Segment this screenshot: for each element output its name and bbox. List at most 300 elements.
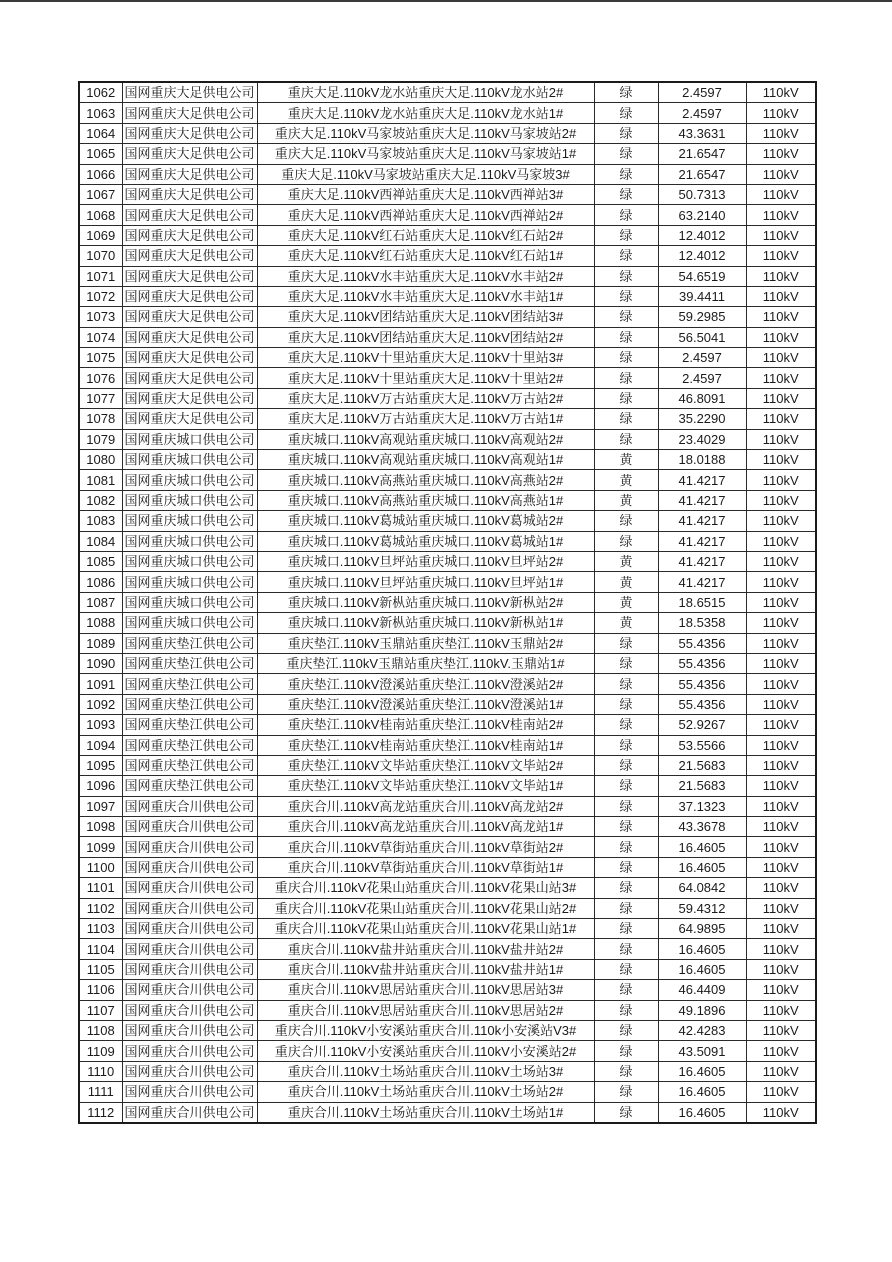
load-value-cell: 64.0842 (658, 878, 746, 898)
voltage-level-cell: 110kV (746, 123, 816, 143)
status-cell: 黄 (594, 592, 658, 612)
row-number-cell: 1099 (79, 837, 122, 857)
load-value-cell: 43.3678 (658, 817, 746, 837)
table-row (79, 1000, 816, 1020)
transformer-description-cell: 重庆城口.110kV高燕站重庆城口.110kV高燕站1# (257, 490, 594, 510)
row-number-cell: 1071 (79, 266, 122, 286)
row-number-cell: 1080 (79, 450, 122, 470)
table-row (79, 368, 816, 388)
row-number-cell: 1112 (79, 1102, 122, 1123)
load-value-cell: 42.4283 (658, 1020, 746, 1040)
row-number-cell: 1101 (79, 878, 122, 898)
status-cell: 绿 (594, 327, 658, 347)
company-cell: 国网重庆大足供电公司 (122, 123, 257, 143)
company-cell: 国网重庆合川供电公司 (122, 898, 257, 918)
transformer-description-cell: 重庆城口.110kV新枞站重庆城口.110kV新枞站1# (257, 613, 594, 633)
table-row (79, 82, 816, 103)
status-cell: 绿 (594, 82, 658, 103)
load-value-cell: 49.1896 (658, 1000, 746, 1020)
table-row (79, 205, 816, 225)
load-value-cell: 41.4217 (658, 511, 746, 531)
status-cell: 绿 (594, 144, 658, 164)
row-number-cell: 1111 (79, 1082, 122, 1102)
row-number-cell: 1089 (79, 633, 122, 653)
transformer-description-cell: 重庆合川.110kV土场站重庆合川.110kV土场站1# (257, 1102, 594, 1123)
row-number-cell: 1063 (79, 103, 122, 123)
row-number-cell: 1096 (79, 776, 122, 796)
status-cell: 绿 (594, 857, 658, 877)
company-cell: 国网重庆大足供电公司 (122, 327, 257, 347)
status-cell: 绿 (594, 511, 658, 531)
status-cell: 绿 (594, 1082, 658, 1102)
load-value-cell: 2.4597 (658, 82, 746, 103)
load-value-cell: 21.6547 (658, 144, 746, 164)
status-cell: 黄 (594, 572, 658, 592)
status-cell: 黄 (594, 613, 658, 633)
load-value-cell: 18.6515 (658, 592, 746, 612)
transformer-description-cell: 重庆大足.110kV十里站重庆大足.110kV十里站3# (257, 348, 594, 368)
table-row (79, 817, 816, 837)
table-row (79, 123, 816, 143)
company-cell: 国网重庆大足供电公司 (122, 184, 257, 204)
voltage-level-cell: 110kV (746, 898, 816, 918)
company-cell: 国网重庆城口供电公司 (122, 592, 257, 612)
load-value-cell: 39.4411 (658, 286, 746, 306)
row-number-cell: 1084 (79, 531, 122, 551)
status-cell: 绿 (594, 409, 658, 429)
load-value-cell: 35.2290 (658, 409, 746, 429)
transformer-description-cell: 重庆城口.110kV旦坪站重庆城口.110kV旦坪站1# (257, 572, 594, 592)
load-value-cell: 12.4012 (658, 225, 746, 245)
transformer-description-cell: 重庆大足.110kV马家坡站重庆大足.110kV马家坡站1# (257, 144, 594, 164)
voltage-level-cell: 110kV (746, 82, 816, 103)
voltage-level-cell: 110kV (746, 184, 816, 204)
row-number-cell: 1074 (79, 327, 122, 347)
company-cell: 国网重庆城口供电公司 (122, 429, 257, 449)
transformer-description-cell: 重庆合川.110kV花果山站重庆合川.110kV花果山站1# (257, 919, 594, 939)
status-cell: 绿 (594, 1041, 658, 1061)
transformer-description-cell: 重庆大足.110kV西禅站重庆大足.110kV西禅站3# (257, 184, 594, 204)
voltage-level-cell: 110kV (746, 1061, 816, 1081)
row-number-cell: 1100 (79, 857, 122, 877)
load-value-cell: 50.7313 (658, 184, 746, 204)
row-number-cell: 1103 (79, 919, 122, 939)
load-value-cell: 21.5683 (658, 776, 746, 796)
table-row (79, 388, 816, 408)
row-number-cell: 1067 (79, 184, 122, 204)
voltage-level-cell: 110kV (746, 817, 816, 837)
status-cell: 绿 (594, 1061, 658, 1081)
status-cell: 绿 (594, 286, 658, 306)
load-value-cell: 55.4356 (658, 674, 746, 694)
status-cell: 绿 (594, 796, 658, 816)
status-cell: 绿 (594, 939, 658, 959)
voltage-level-cell: 110kV (746, 878, 816, 898)
transformer-description-cell: 重庆垫江.110kV桂南站重庆垫江.110kV桂南站2# (257, 715, 594, 735)
table-row (79, 450, 816, 470)
row-number-cell: 1073 (79, 307, 122, 327)
transformer-description-cell: 重庆合川.110kV花果山站重庆合川.110kV花果山站3# (257, 878, 594, 898)
status-cell: 绿 (594, 225, 658, 245)
voltage-level-cell: 110kV (746, 633, 816, 653)
company-cell: 国网重庆垫江供电公司 (122, 674, 257, 694)
table-row (79, 470, 816, 490)
transformer-description-cell: 重庆合川.110kV思居站重庆合川.110kV思居站3# (257, 980, 594, 1000)
voltage-level-cell: 110kV (746, 674, 816, 694)
transformer-description-cell: 重庆大足.110kV马家坡站重庆大足.110kV马家坡3# (257, 164, 594, 184)
table-row (79, 898, 816, 918)
table-row (79, 919, 816, 939)
voltage-level-cell: 110kV (746, 225, 816, 245)
voltage-level-cell: 110kV (746, 694, 816, 714)
status-cell: 绿 (594, 429, 658, 449)
status-cell: 绿 (594, 266, 658, 286)
company-cell: 国网重庆合川供电公司 (122, 1020, 257, 1040)
row-number-cell: 1095 (79, 755, 122, 775)
status-cell: 绿 (594, 246, 658, 266)
voltage-level-cell: 110kV (746, 450, 816, 470)
transformer-description-cell: 重庆垫江.110kV文毕站重庆垫江.110kV文毕站2# (257, 755, 594, 775)
row-number-cell: 1106 (79, 980, 122, 1000)
table-row (79, 735, 816, 755)
status-cell: 黄 (594, 490, 658, 510)
table-row (79, 164, 816, 184)
table-row (79, 592, 816, 612)
load-value-cell: 55.4356 (658, 653, 746, 673)
substation-transformer-load-table (78, 81, 817, 1124)
load-value-cell: 2.4597 (658, 368, 746, 388)
company-cell: 国网重庆城口供电公司 (122, 511, 257, 531)
row-number-cell: 1104 (79, 939, 122, 959)
table-row (79, 1082, 816, 1102)
status-cell: 绿 (594, 959, 658, 979)
transformer-description-cell: 重庆城口.110kV高观站重庆城口.110kV高观站1# (257, 450, 594, 470)
company-cell: 国网重庆大足供电公司 (122, 348, 257, 368)
company-cell: 国网重庆合川供电公司 (122, 817, 257, 837)
transformer-description-cell: 重庆大足.110kV团结站重庆大足.110kV团结站3# (257, 307, 594, 327)
status-cell: 绿 (594, 919, 658, 939)
table-row (79, 1041, 816, 1061)
load-value-cell: 2.4597 (658, 348, 746, 368)
table-row (79, 551, 816, 571)
company-cell: 国网重庆垫江供电公司 (122, 653, 257, 673)
company-cell: 国网重庆垫江供电公司 (122, 694, 257, 714)
voltage-level-cell: 110kV (746, 205, 816, 225)
company-cell: 国网重庆大足供电公司 (122, 266, 257, 286)
transformer-description-cell: 重庆垫江.110kV澄溪站重庆垫江.110kV澄溪站2# (257, 674, 594, 694)
company-cell: 国网重庆合川供电公司 (122, 1102, 257, 1123)
company-cell: 国网重庆城口供电公司 (122, 531, 257, 551)
row-number-cell: 1069 (79, 225, 122, 245)
company-cell: 国网重庆合川供电公司 (122, 878, 257, 898)
voltage-level-cell: 110kV (746, 551, 816, 571)
row-number-cell: 1068 (79, 205, 122, 225)
load-value-cell: 46.8091 (658, 388, 746, 408)
transformer-description-cell: 重庆城口.110kV旦坪站重庆城口.110kV旦坪站2# (257, 551, 594, 571)
transformer-description-cell: 重庆大足.110kV水丰站重庆大足.110kV水丰站2# (257, 266, 594, 286)
voltage-level-cell: 110kV (746, 715, 816, 735)
company-cell: 国网重庆大足供电公司 (122, 164, 257, 184)
load-value-cell: 16.4605 (658, 857, 746, 877)
table-row (79, 878, 816, 898)
transformer-description-cell: 重庆大足.110kV西禅站重庆大足.110kV西禅站2# (257, 205, 594, 225)
row-number-cell: 1066 (79, 164, 122, 184)
status-cell: 绿 (594, 164, 658, 184)
row-number-cell: 1075 (79, 348, 122, 368)
table-row (79, 939, 816, 959)
company-cell: 国网重庆合川供电公司 (122, 959, 257, 979)
row-number-cell: 1107 (79, 1000, 122, 1020)
transformer-description-cell: 重庆城口.110kV葛城站重庆城口.110kV葛城站1# (257, 531, 594, 551)
status-cell: 绿 (594, 1102, 658, 1123)
row-number-cell: 1105 (79, 959, 122, 979)
row-number-cell: 1077 (79, 388, 122, 408)
load-value-cell: 46.4409 (658, 980, 746, 1000)
table-row (79, 266, 816, 286)
table-row (79, 572, 816, 592)
table-body (79, 82, 816, 1123)
load-value-cell: 16.4605 (658, 939, 746, 959)
status-cell: 绿 (594, 368, 658, 388)
voltage-level-cell: 110kV (746, 613, 816, 633)
transformer-description-cell: 重庆城口.110kV高燕站重庆城口.110kV高燕站2# (257, 470, 594, 490)
status-cell: 绿 (594, 1020, 658, 1040)
transformer-description-cell: 重庆城口.110kV葛城站重庆城口.110kV葛城站2# (257, 511, 594, 531)
voltage-level-cell: 110kV (746, 368, 816, 388)
transformer-description-cell: 重庆大足.110kV马家坡站重庆大足.110kV马家坡站2# (257, 123, 594, 143)
company-cell: 国网重庆大足供电公司 (122, 286, 257, 306)
status-cell: 绿 (594, 103, 658, 123)
transformer-description-cell: 重庆大足.110kV万古站重庆大足.110kV万古站2# (257, 388, 594, 408)
row-number-cell: 1065 (79, 144, 122, 164)
status-cell: 绿 (594, 633, 658, 653)
company-cell: 国网重庆合川供电公司 (122, 837, 257, 857)
table-row (79, 409, 816, 429)
row-number-cell: 1090 (79, 653, 122, 673)
load-value-cell: 59.2985 (658, 307, 746, 327)
row-number-cell: 1086 (79, 572, 122, 592)
voltage-level-cell: 110kV (746, 837, 816, 857)
company-cell: 国网重庆大足供电公司 (122, 82, 257, 103)
company-cell: 国网重庆城口供电公司 (122, 551, 257, 571)
transformer-description-cell: 重庆大足.110kV团结站重庆大足.110kV团结站2# (257, 327, 594, 347)
transformer-description-cell: 重庆大足.110kV红石站重庆大足.110kV红石站2# (257, 225, 594, 245)
row-number-cell: 1110 (79, 1061, 122, 1081)
load-value-cell: 63.2140 (658, 205, 746, 225)
row-number-cell: 1102 (79, 898, 122, 918)
transformer-description-cell: 重庆大足.110kV龙水站重庆大足.110kV龙水站1# (257, 103, 594, 123)
transformer-description-cell: 重庆合川.110kV高龙站重庆合川.110kV高龙站1# (257, 817, 594, 837)
voltage-level-cell: 110kV (746, 755, 816, 775)
company-cell: 国网重庆合川供电公司 (122, 980, 257, 1000)
voltage-level-cell: 110kV (746, 592, 816, 612)
company-cell: 国网重庆大足供电公司 (122, 388, 257, 408)
transformer-description-cell: 重庆合川.110kV小安溪站重庆合川.110k小安溪站V3# (257, 1020, 594, 1040)
voltage-level-cell: 110kV (746, 490, 816, 510)
company-cell: 国网重庆垫江供电公司 (122, 776, 257, 796)
table-row (79, 144, 816, 164)
voltage-level-cell: 110kV (746, 1102, 816, 1123)
load-value-cell: 59.4312 (658, 898, 746, 918)
table-row (79, 776, 816, 796)
voltage-level-cell: 110kV (746, 144, 816, 164)
status-cell: 绿 (594, 123, 658, 143)
table-row (79, 348, 816, 368)
status-cell: 绿 (594, 205, 658, 225)
voltage-level-cell: 110kV (746, 776, 816, 796)
table-row (79, 796, 816, 816)
transformer-description-cell: 重庆垫江.110kV桂南站重庆垫江.110kV桂南站1# (257, 735, 594, 755)
table-row (79, 286, 816, 306)
transformer-description-cell: 重庆垫江.110kV文毕站重庆垫江.110kV文毕站1# (257, 776, 594, 796)
row-number-cell: 1109 (79, 1041, 122, 1061)
voltage-level-cell: 110kV (746, 919, 816, 939)
transformer-description-cell: 重庆大足.110kV龙水站重庆大足.110kV龙水站2# (257, 82, 594, 103)
transformer-description-cell: 重庆垫江.110kV玉鼎站重庆垫江.110kV玉鼎站2# (257, 633, 594, 653)
table-row (79, 184, 816, 204)
row-number-cell: 1098 (79, 817, 122, 837)
load-value-cell: 21.5683 (658, 755, 746, 775)
status-cell: 绿 (594, 184, 658, 204)
row-number-cell: 1078 (79, 409, 122, 429)
table-row (79, 980, 816, 1000)
status-cell: 绿 (594, 837, 658, 857)
transformer-description-cell: 重庆大足.110kV水丰站重庆大足.110kV水丰站1# (257, 286, 594, 306)
table-row (79, 674, 816, 694)
load-value-cell: 64.9895 (658, 919, 746, 939)
company-cell: 国网重庆大足供电公司 (122, 205, 257, 225)
voltage-level-cell: 110kV (746, 266, 816, 286)
company-cell: 国网重庆城口供电公司 (122, 490, 257, 510)
table-row (79, 613, 816, 633)
status-cell: 绿 (594, 1000, 658, 1020)
voltage-level-cell: 110kV (746, 103, 816, 123)
table-row (79, 633, 816, 653)
table-row (79, 327, 816, 347)
voltage-level-cell: 110kV (746, 164, 816, 184)
status-cell: 黄 (594, 450, 658, 470)
row-number-cell: 1085 (79, 551, 122, 571)
table-row (79, 490, 816, 510)
company-cell: 国网重庆合川供电公司 (122, 1000, 257, 1020)
status-cell: 绿 (594, 674, 658, 694)
table-row (79, 103, 816, 123)
table-row (79, 429, 816, 449)
status-cell: 绿 (594, 388, 658, 408)
table-row (79, 1020, 816, 1040)
transformer-description-cell: 重庆合川.110kV小安溪站重庆合川.110kV小安溪站2# (257, 1041, 594, 1061)
row-number-cell: 1088 (79, 613, 122, 633)
status-cell: 绿 (594, 531, 658, 551)
company-cell: 国网重庆大足供电公司 (122, 144, 257, 164)
company-cell: 国网重庆合川供电公司 (122, 919, 257, 939)
status-cell: 绿 (594, 694, 658, 714)
row-number-cell: 1097 (79, 796, 122, 816)
transformer-description-cell: 重庆合川.110kV草街站重庆合川.110kV草街站2# (257, 837, 594, 857)
load-value-cell: 53.5566 (658, 735, 746, 755)
company-cell: 国网重庆合川供电公司 (122, 939, 257, 959)
load-value-cell: 18.5358 (658, 613, 746, 633)
load-value-cell: 43.5091 (658, 1041, 746, 1061)
voltage-level-cell: 110kV (746, 327, 816, 347)
voltage-level-cell: 110kV (746, 307, 816, 327)
voltage-level-cell: 110kV (746, 857, 816, 877)
page-top-edge-line (0, 0, 892, 2)
load-value-cell: 41.4217 (658, 490, 746, 510)
company-cell: 国网重庆垫江供电公司 (122, 633, 257, 653)
company-cell: 国网重庆垫江供电公司 (122, 755, 257, 775)
load-value-cell: 41.4217 (658, 470, 746, 490)
table-row (79, 653, 816, 673)
table-row (79, 715, 816, 735)
company-cell: 国网重庆合川供电公司 (122, 1041, 257, 1061)
voltage-level-cell: 110kV (746, 735, 816, 755)
voltage-level-cell: 110kV (746, 388, 816, 408)
voltage-level-cell: 110kV (746, 980, 816, 1000)
table-row (79, 837, 816, 857)
load-value-cell: 16.4605 (658, 837, 746, 857)
company-cell: 国网重庆城口供电公司 (122, 572, 257, 592)
load-value-cell: 23.4029 (658, 429, 746, 449)
transformer-description-cell: 重庆合川.110kV盐井站重庆合川.110kV盐井站2# (257, 939, 594, 959)
voltage-level-cell: 110kV (746, 246, 816, 266)
table-row (79, 694, 816, 714)
table-row (79, 1102, 816, 1123)
voltage-level-cell: 110kV (746, 470, 816, 490)
status-cell: 黄 (594, 470, 658, 490)
status-cell: 绿 (594, 878, 658, 898)
company-cell: 国网重庆大足供电公司 (122, 103, 257, 123)
voltage-level-cell: 110kV (746, 1041, 816, 1061)
transformer-description-cell: 重庆合川.110kV土场站重庆合川.110kV土场站2# (257, 1082, 594, 1102)
row-number-cell: 1094 (79, 735, 122, 755)
voltage-level-cell: 110kV (746, 1020, 816, 1040)
voltage-level-cell: 110kV (746, 653, 816, 673)
table-row (79, 225, 816, 245)
table-row (79, 511, 816, 531)
row-number-cell: 1062 (79, 82, 122, 103)
row-number-cell: 1082 (79, 490, 122, 510)
company-cell: 国网重庆垫江供电公司 (122, 715, 257, 735)
company-cell: 国网重庆合川供电公司 (122, 1061, 257, 1081)
transformer-description-cell: 重庆大足.110kV万古站重庆大足.110kV万古站1# (257, 409, 594, 429)
voltage-level-cell: 110kV (746, 429, 816, 449)
transformer-description-cell: 重庆大足.110kV十里站重庆大足.110kV十里站2# (257, 368, 594, 388)
row-number-cell: 1076 (79, 368, 122, 388)
status-cell: 绿 (594, 898, 658, 918)
load-value-cell: 52.9267 (658, 715, 746, 735)
status-cell: 黄 (594, 551, 658, 571)
row-number-cell: 1108 (79, 1020, 122, 1040)
transformer-description-cell: 重庆合川.110kV高龙站重庆合川.110kV高龙站2# (257, 796, 594, 816)
voltage-level-cell: 110kV (746, 409, 816, 429)
row-number-cell: 1083 (79, 511, 122, 531)
company-cell: 国网重庆合川供电公司 (122, 796, 257, 816)
row-number-cell: 1091 (79, 674, 122, 694)
company-cell: 国网重庆大足供电公司 (122, 225, 257, 245)
company-cell: 国网重庆大足供电公司 (122, 409, 257, 429)
table-row (79, 857, 816, 877)
voltage-level-cell: 110kV (746, 531, 816, 551)
voltage-level-cell: 110kV (746, 959, 816, 979)
voltage-level-cell: 110kV (746, 1000, 816, 1020)
row-number-cell: 1064 (79, 123, 122, 143)
status-cell: 绿 (594, 980, 658, 1000)
row-number-cell: 1092 (79, 694, 122, 714)
load-value-cell: 41.4217 (658, 572, 746, 592)
load-value-cell: 41.4217 (658, 551, 746, 571)
table-row (79, 959, 816, 979)
